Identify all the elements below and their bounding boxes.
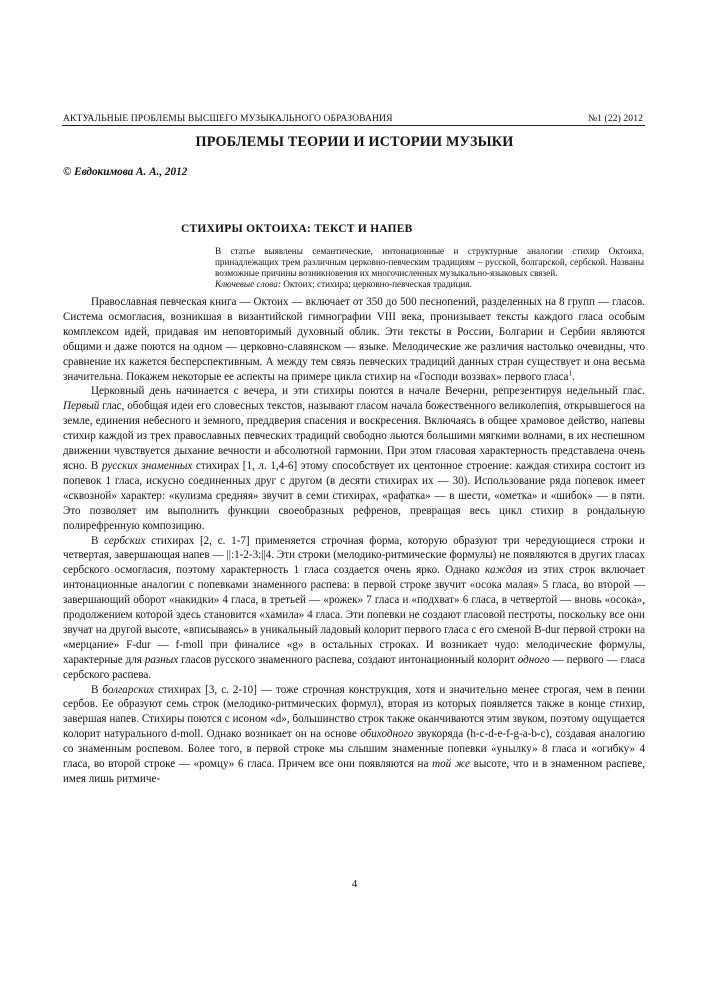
article-body xyxy=(63,295,645,787)
page-number: 4 xyxy=(351,878,358,890)
footnote-marker: 1 xyxy=(568,368,572,377)
paragraph-4-emphasis: обиходного xyxy=(360,728,414,741)
keywords-label: Ключевые слова: xyxy=(215,279,281,289)
paragraph-3-emphasis: одного xyxy=(517,653,550,666)
paragraph-4 xyxy=(63,683,645,787)
paragraph-4-text: звукоряда (h-c-d-e-f-g-a-b-c), создавая аналогию со знаменным роспевом. Более того, в первой строке мы слышим знаменные попевки «унылку» 8 гласа и «огибку» 4 гласа, во второй строке — «ромцу» 6 гласа. Причем все они появляются на xyxy=(63,728,645,771)
keywords-list: Октоих; стихира; церковно-певческая традиция. xyxy=(280,279,472,289)
header-rule xyxy=(62,125,645,126)
paragraph-3-emphasis: каждая xyxy=(485,564,523,577)
paragraph-3-text: В xyxy=(91,534,105,547)
paragraph-3-text: из этих строк включает интонационные аналогии с попевками знаменного распева: в первой строке звучит «осока малая» 5 гласа, во второй — завершающий оборот «накидки» 4 гласа, в третьей — «рожек» 7 гласа и «подхват» 6 гласа, в четвертой — вновь «осока», продолжением которой здесь становится «хамила» 4 гласа. Эти попевки не создают гласовой пестроты, поскольку все они звучат на другой высоте, «вписываясь» в уникальный ладовый колорит первого гласа с его сменой B-dur первой строки на «мерцание» F-dur — f-moll при финалисе «g» в остальных строках. И возникает чудо: мелодические формулы, характерные для xyxy=(63,564,645,666)
paragraph-3-emphasis: разных xyxy=(144,653,179,666)
paragraph-2-emphasis: Первый xyxy=(63,400,100,413)
paragraph-1-text: Православная певческая книга — Октоих — включает от 350 до 500 песнопений, разделенных на 8 групп — гласов. Система осмогласия, возникшая в византийской гимнографии VIII века, пронизывает тексты каждого гласа особым комплексом идей, придавая им неповторимый духовный облик. Эти тексты в России, Болгарии и Сербии являются общими и даже поются на одном — церковно-славянском — языке. Мелодические же различия настолько очевидны, что сравнение их кажется бесперспективным. А между тем связь певческих традиций данных стран существует и она весьма значительна. Покажем некоторые ее аспекты на примере цикла стихир на «Господи воззвах» первого гласа xyxy=(63,296,645,383)
paragraph-2-emphasis: русских знаменных xyxy=(101,459,193,472)
paragraph-2-text: Церковный день начинается с вечера, и эти стихиры поются в начале Вечерни, репрезентируя недельный глас. xyxy=(91,385,645,398)
copyright-line: © Евдокимова А. А., 2012 xyxy=(63,166,188,178)
paragraph-4-text: высоте, что и в знаменном распеве, имея лишь ритмиче- xyxy=(63,758,646,785)
abstract xyxy=(215,246,644,290)
paragraph-2-text: стихирах [1, л. 1,4-6] этому способствует их центонное строение: каждая стихира состоит из попевок 1 гласа, искусно соединенных друг с другом (в десяти стихирах их — 30). Использование ряда попевок имеет «сквозной» характер: «кулизма средняя» звучит в семи стихирах, «рафатка» — в шести, «ометка» и «шибок» — в пяти. Это позволяет им выполнить функции своеобразных рефренов, превращая весь цикл стихир в рондальную полирефренную композицию. xyxy=(63,459,646,532)
paragraph-4-text: стихирах [3, с. 2-10] — тоже строчная конструкция, хотя и значительно менее строгая, чем в пении сербов. Ее образуют семь строк (мелодико-ритмических формул), вторая из которых появляется также в конце стихир, завершая напев. Стихиры поются с исоном «d», большинство строк также оканчиваются этим звуком, поэтому ощущается колорит натурального d-moll. Однако возникает он на основе xyxy=(63,683,645,741)
paragraph-1-end: . xyxy=(571,370,575,383)
paragraph-3-text: гласов русского знаменного распева, создают интонационный колорит xyxy=(178,653,518,666)
paragraph-4-emphasis: той же xyxy=(432,758,470,771)
paragraph-4-text: В xyxy=(91,683,103,696)
paragraph-3 xyxy=(63,534,645,683)
paragraph-3-emphasis: сербских xyxy=(104,534,146,547)
paragraph-2-text: глас, обобщая идеи его словесных текстов, называют гласом начала божественного великолепия, открывшегося на земле, единения небесного и земного, преддверия спасения и воскресения. Включаясь в общее храмовое действо, напевы стихир каждой из трех православных певческих традиций свободно льются большими мягкими волнами, в их неспешном движении чувствуется дыхание вечности и абсолютной гармонии. При этом гласовая характерность представлена очень ясно. В xyxy=(63,400,645,472)
article-title: СТИХИРЫ ОКТОИХА: ТЕКСТ И НАПЕВ xyxy=(181,223,413,235)
paragraph-4-emphasis: болгарских xyxy=(102,683,154,696)
section-title: ПРОБЛЕМЫ ТЕОРИИ И ИСТОРИИ МУЗЫКИ xyxy=(195,134,514,150)
paragraph-2 xyxy=(63,384,645,533)
keywords-line xyxy=(215,279,644,290)
paragraph-1 xyxy=(63,295,645,384)
paragraph-3-text: стихирах [2, с. 1-7] применяется строчная форма, которую образуют три чередующиеся строки и четвертая, завершающая напев — ||:1-2-3:||4. Эти строки (мелодико-ритмические формулы) не появляются в других гласах сербского осмогласия, поэтому характерность 1 гласа создается очень ярко. Однако xyxy=(63,534,645,577)
abstract-text: В статье выявлены семантические, интонационные и структурные аналогии стихир Октоиха, принадлежащих трем различным церковно-певческим традициям – русской, болгарской, сербской. Названы возможные причины возникновения их многочисленных музыкально-языковых связей. xyxy=(215,246,644,278)
paragraph-3-text: — первого — гласа сербского распева. xyxy=(63,653,645,681)
issue-number: №1 (22) 2012 xyxy=(587,113,643,124)
journal-name: АКТУАЛЬНЫЕ ПРОБЛЕМЫ ВЫСШЕГО МУЗЫКАЛЬНОГО ОБРАЗОВАНИЯ xyxy=(63,113,393,124)
